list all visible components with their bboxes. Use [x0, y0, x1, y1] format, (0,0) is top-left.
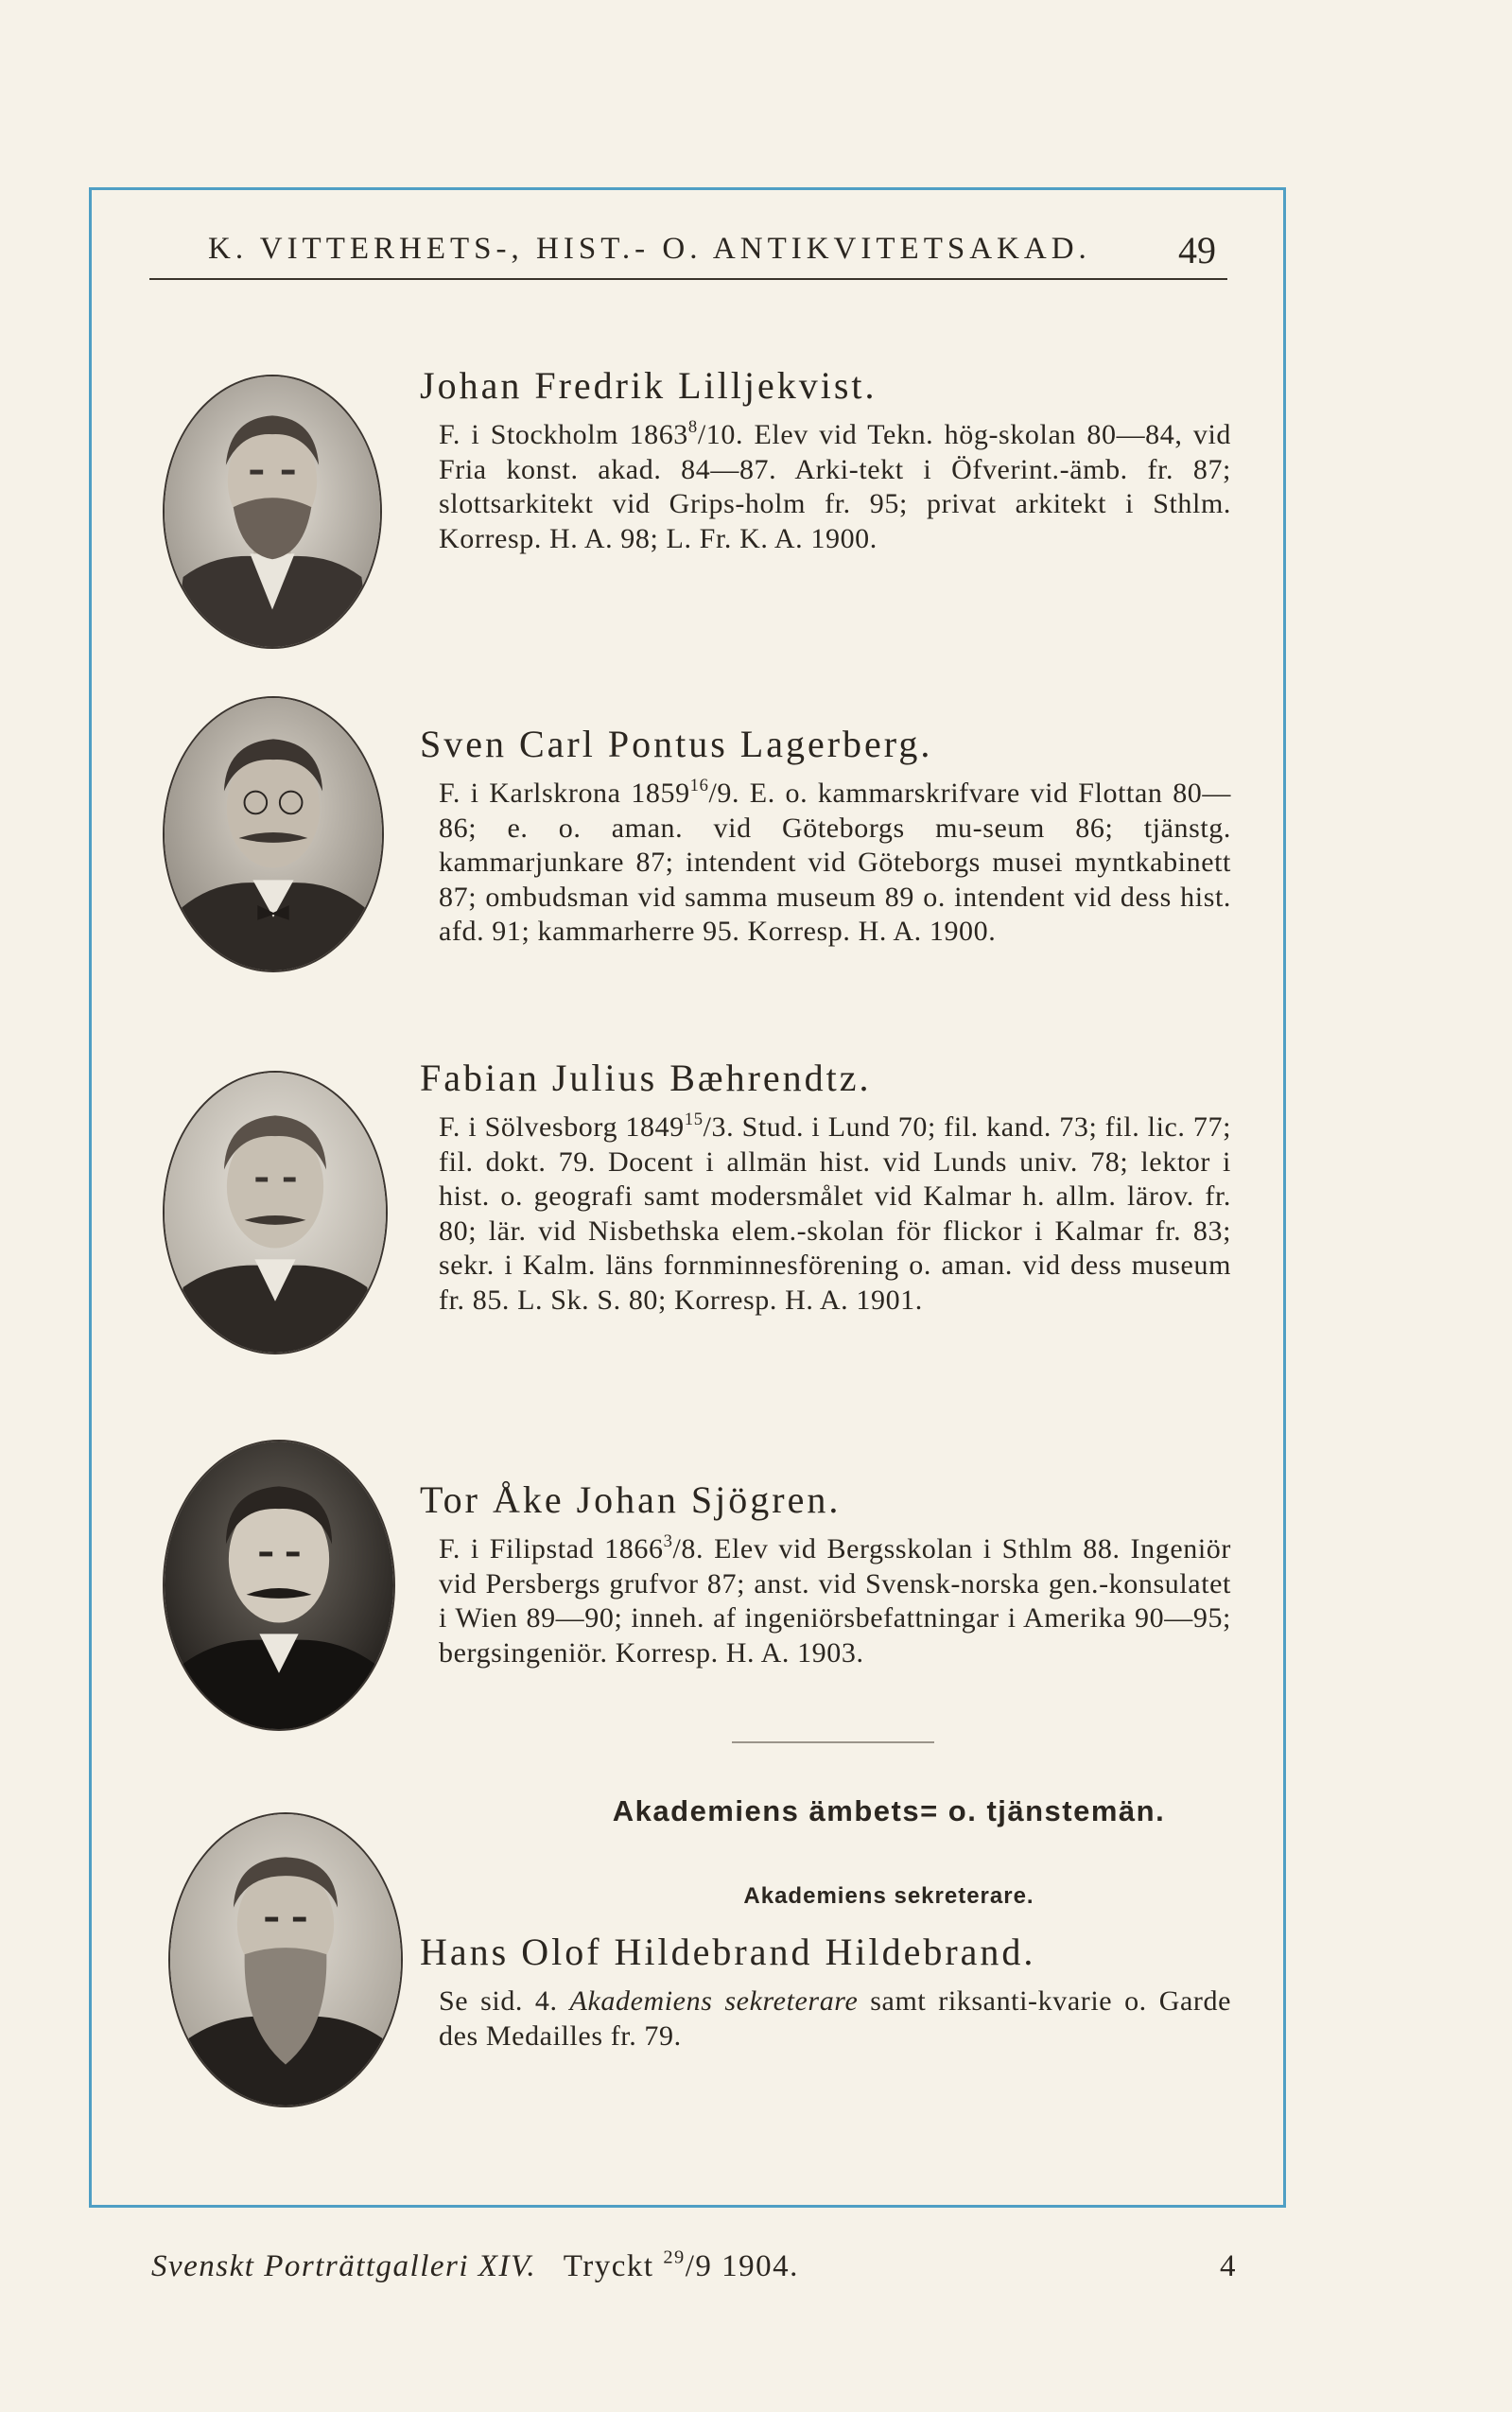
entry-name: Hans Olof Hildebrand Hildebrand. [420, 1931, 1036, 1973]
page-number: 49 [1178, 229, 1216, 271]
running-header [149, 229, 1227, 279]
entry-baehrendtz [420, 1056, 1231, 1318]
section-subtitle: Akademiens sekreterare. [743, 1883, 1034, 1909]
header-rule [149, 278, 1227, 280]
entry-bio: Se sid. 4. Akademiens sekreterare samt riksanti-kvarie o. Garde des Medailles fr. 79. [439, 1985, 1231, 2052]
portrait-sjogren [163, 1440, 395, 1731]
entry-bio: F. i Filipstad 1866$^3$/8. Elev vid Bergsskolan i Sthlm 88. Ingeniör vid Persbergs grufvor 87; anst. vid Svensk-norska gen.-konsulatet i Wien 89—90; inneh. af ingeniörsbefattningar i Amerika 90—95; bergsingeniör. Korresp. H. A. 1903. [439, 1530, 1231, 1669]
entry-lilljekvist [420, 363, 1231, 556]
page-footer [151, 2246, 1248, 2297]
entry-bio: F. i Sölvesborg 1849$^{15}$/3. Stud. i Lund 70; fil. kand. 73; fil. lic. 77; fil. dokt. 79. Docent i allmän hist. vid Lunds univ. 78; lektor i hist. o. geografi samt modersmålet vid Kalmar h. allm. lärov. fr. 80; lär. vid Nisbethska elem.-skolan för flickor i Kalmar fr. 83; sekr. i Kalm. läns fornminnesförening o. aman. vid dess museum fr. 85. L. Sk. S. 80; Korresp. H. A. 1901. [439, 1109, 1232, 1316]
portrait-lagerberg [163, 696, 384, 972]
entry-bio: F. i Stockholm 1863$^8$/10. Elev vid Tekn. hög-skolan 80—84, vid Fria konst. akad. 84—87. Arki-tekt i Öfverint.-ämb. fr. 87; slottsarkitekt vid Grips-holm fr. 95; privat arkitekt i Sthlm. Korresp. H. A. 98; L. Fr. K. A. 1900. [439, 416, 1231, 554]
entry-name: Sven Carl Pontus Lagerberg. [420, 723, 933, 765]
portrait-hildebrand [168, 1812, 403, 2107]
portrait-baehrendtz [163, 1071, 388, 1355]
entry-lagerberg [420, 722, 1231, 950]
entry-hildebrand [420, 1930, 1231, 2054]
footer-imprint: Svenskt Porträttgalleri XIV. Tryckt $^{29}$/9 1904. [151, 2246, 799, 2283]
portrait-lilljekvist [163, 375, 382, 649]
entry-name: Johan Fredrik Lilljekvist. [420, 364, 878, 407]
entry-name: Tor Åke Johan Sjögren. [420, 1478, 842, 1521]
section-separator [732, 1741, 934, 1743]
entry-bio: F. i Karlskrona 1859$^{16}$/9. E. o. kammarskrifvare vid Flottan 80—86; e. o. aman. vid Göteborgs mu-seum 86; tjänstg. kammarjunkare 87; intendent vid Göteborgs musei myntkabinett 87; ombudsman vid samma museum 89 o. intendent vid dess hist. afd. 91; kammarherre 95. Korresp. H. A. 1900. [439, 775, 1231, 947]
section-title: Akademiens ämbets= o. tjänstemän. [612, 1794, 1166, 1827]
running-title: K. VITTERHETS-, HIST.- O. ANTIKVITETSAKAD. [208, 232, 1091, 266]
sheet-number: 4 [1220, 2249, 1237, 2283]
entry-sjogren [420, 1477, 1231, 1670]
entry-name: Fabian Julius Bæhrendtz. [420, 1057, 872, 1099]
